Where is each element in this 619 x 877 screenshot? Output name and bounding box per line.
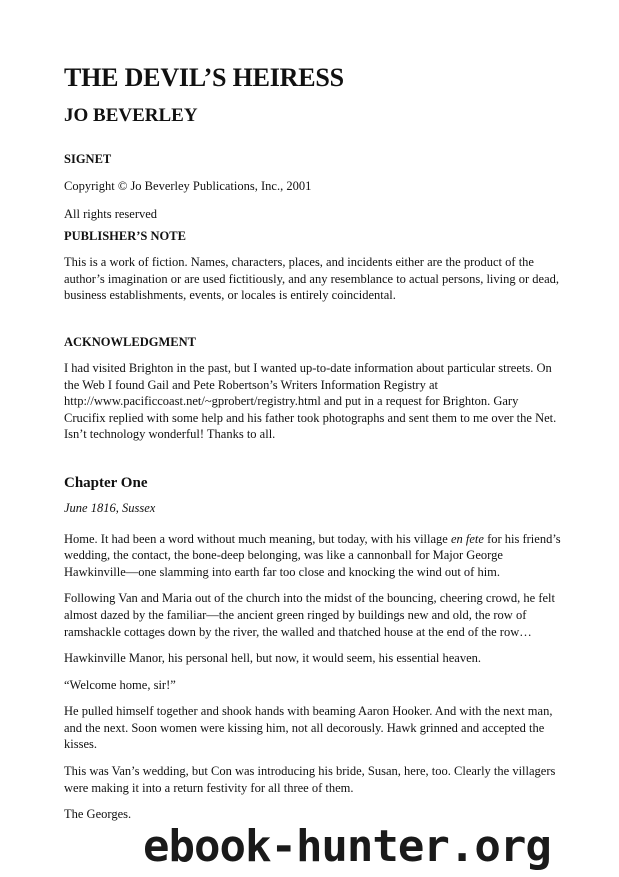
chapter-paragraph-1	[64, 531, 562, 581]
watermark-text: ebook-hunter.org	[143, 821, 551, 872]
chapter-title: Chapter One	[64, 474, 148, 491]
publishers-note-heading: PUBLISHER’S NOTE	[64, 229, 186, 244]
chapter-paragraph-5: He pulled himself together and shook hands with beaming Aaron Hooker. And with the next man, and the next. Soon women were kissing him, not all decorously. Hawk grinned and accepted the kisses.	[64, 704, 553, 752]
chapter-paragraph-2: Following Van and Maria out of the church into the midst of the bouncing, cheering crowd, he felt almost dazed by the familiar—the ancient green ringed by buildings new and old, the row of ramshackle cottages down by the river, the walled and thatched house at the end of the row…	[64, 591, 555, 639]
chapter-paragraph-7: The Georges.	[64, 807, 132, 822]
chapter-paragraph-3: Hawkinville Manor, his personal hell, but now, it would seem, his essential heaven.	[64, 651, 482, 666]
book-title: THE DEVIL’S HEIRESS	[64, 63, 344, 92]
acknowledgment-heading: ACKNOWLEDGMENT	[64, 334, 196, 349]
chapter-paragraph-6: This was Van’s wedding, but Con was introducing his bride, Susan, here, too. Clearly the villagers were making it into a return festivity for all three of them.	[64, 764, 556, 795]
chapter-paragraph-4: “Welcome home, sir!”	[64, 677, 176, 692]
chapter-dateline: June 1816, Sussex	[64, 500, 156, 515]
copyright-line: Copyright © Jo Beverley Publications, Inc., 2001	[64, 179, 312, 193]
paragraph-1-italic: en fete	[450, 531, 484, 546]
publishers-note-body: This is a work of fiction. Names, characters, places, and incidents either are the product of the author’s imagination or are used fictitiously, and any resemblance to actual persons, living or dead, business establishments, events, or locales is entirely coincidental.	[64, 255, 559, 303]
document-page	[64, 62, 562, 823]
paragraph-1-text-end: for his friend’s wedding, the contact, the bone-deep belonging, was like a cannonball for Major George Hawkinville—one slamming into earth far too close and knocking the wind out of him.	[64, 531, 561, 579]
rights-line: All rights reserved	[64, 206, 158, 221]
book-author: JO BEVERLEY	[64, 105, 198, 126]
publisher-name: SIGNET	[64, 152, 112, 166]
paragraph-1-text-start: Home. It had been a word without much meaning, but today, with his village	[64, 531, 451, 546]
acknowledgment-body: I had visited Brighton in the past, but I wanted up-to-date information about particular streets. On the Web I found Gail and Pete Robertson’s Writers Information Registry at http://www.pacificcoast.net/~gprobert/registry.html and put in a request for Brighton. Gary Crucifix replied with some help and his father took photographs and sent them to me over the Net. Isn’t technology wonderful! Thanks to all.	[64, 360, 557, 442]
